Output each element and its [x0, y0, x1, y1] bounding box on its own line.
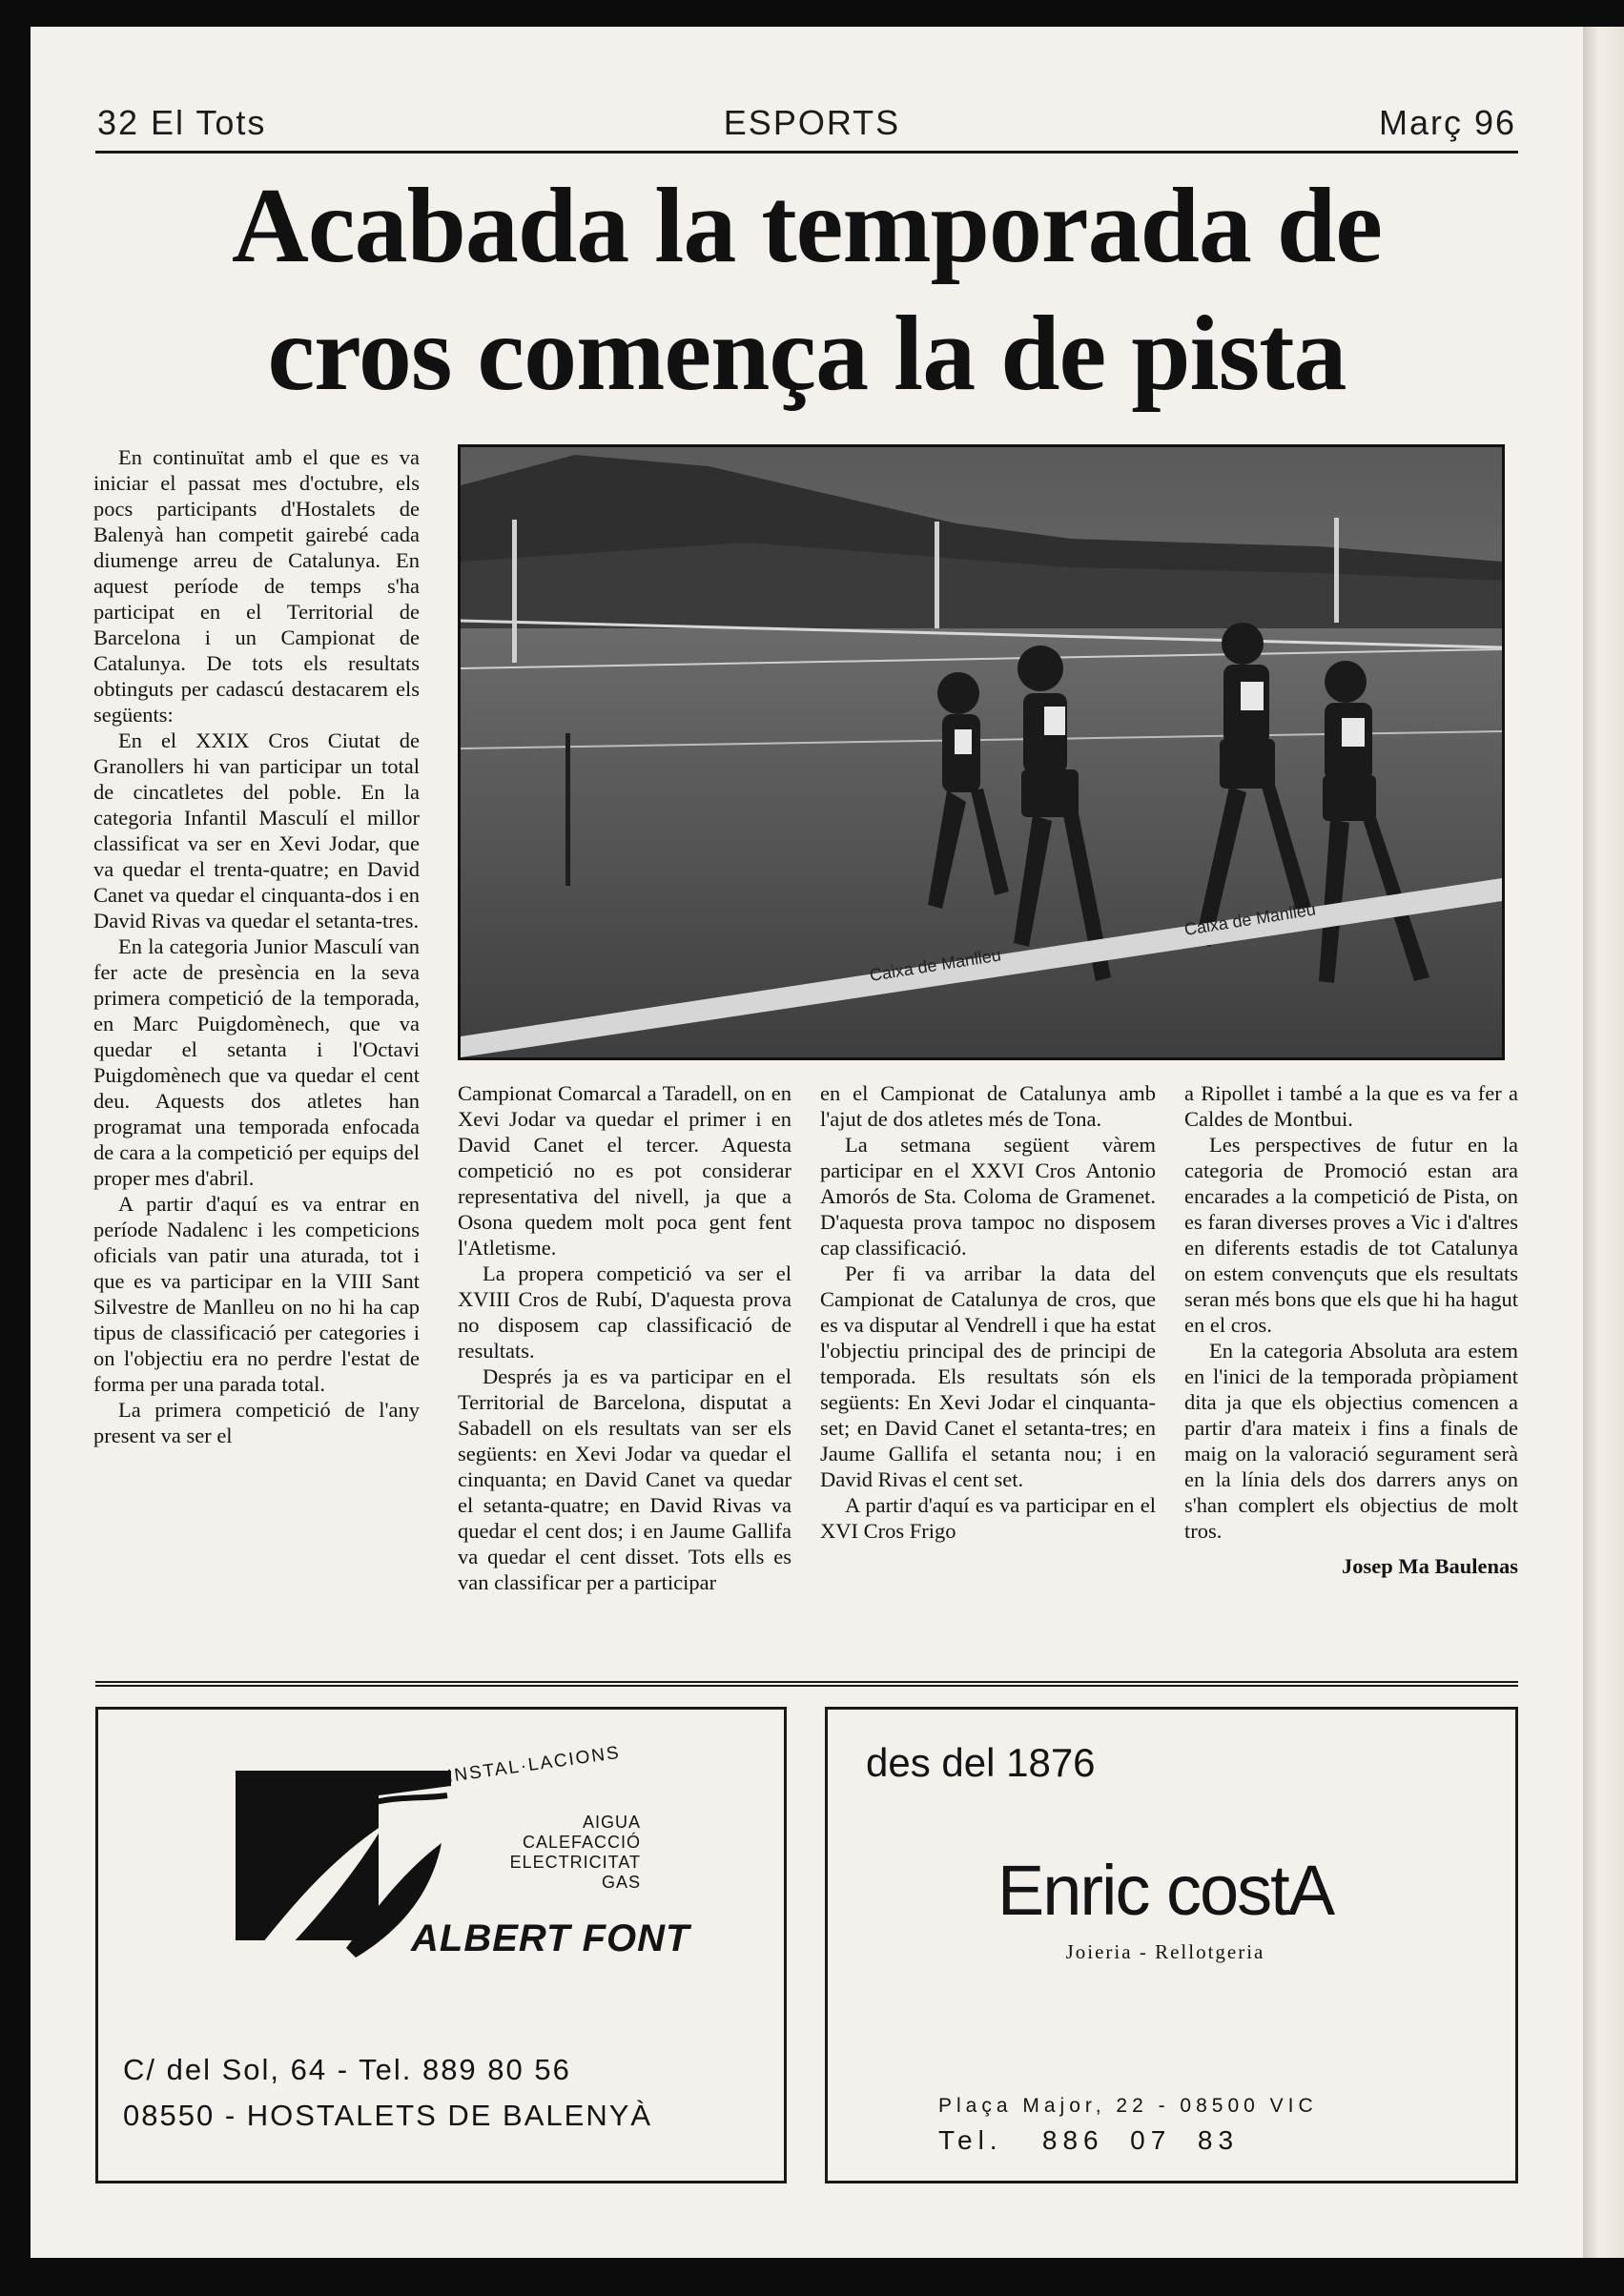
banner-text: Caixa de Manlleu [1182, 899, 1317, 939]
brand-name: ALBERT FONT [411, 1917, 690, 1959]
jeweller-address: Plaça Major, 22 - 08500 VIC [938, 2095, 1318, 2117]
article-column-2 [458, 1080, 791, 1595]
paragraph: A partir d'aquí es va entrar en període Nadalenc i les competicions oficials van patir una aturada, tot i que es va participar en la VIII Sant Silvestre de Manlleu on no hi ha cap tipus de classificació per categories i on l'objectiu era no perdre l'estat de forma per una parada total. [93, 1192, 420, 1396]
paragraph: Les perspectives de futur en la categoria de Promoció estan ara encarades a la competició de Pista, on es faran diverses proves a Vic i d'altres en diferents estadis de tot Catalunya on estem convençuts que els resultats seran més bons que els que hi ha hagut en el cros. [1184, 1133, 1518, 1337]
cross-country-photo-illustration [461, 447, 1502, 1057]
paragraph: en el Campionat de Catalunya amb l'ajut de dos atletes més de Tona. [820, 1081, 1156, 1131]
article-column-3 [820, 1080, 1156, 1544]
paragraph: a Ripollet i també a la que es va fer a Caldes de Montbui. [1184, 1081, 1518, 1131]
albert-font-advertisement [95, 1707, 787, 2183]
paragraph: La propera competició va ser el XVIII Cros de Rubí, D'aquesta prova no disposem cap classificació de resultats. [458, 1261, 791, 1363]
service-item: ELECTRICITAT [509, 1853, 641, 1872]
service-item: GAS [601, 1873, 641, 1892]
jeweller-phone: Tel. 886 07 83 [938, 2125, 1240, 2155]
advertisement-separator [95, 1681, 1518, 1687]
service-item: AIGUA [582, 1813, 641, 1832]
since-year: des del 1876 [866, 1740, 1096, 1785]
page-number-header: 32 El Tots [97, 103, 267, 142]
paragraph: En la categoria Junior Masculí van fer acte de presència en la seva primera competició de la temporada, en Marc Puigdomènech, que va quedar el setanta i l'Octavi Puigdomènech que va quedar el cent deu. Aquests dos atletes han programat una temporada enfocada de cara a la competició per equips del proper mes d'abril. [93, 934, 420, 1190]
article-column-1 [93, 444, 420, 1448]
jeweller-subtitle: Joieria - Rellotgeria [1065, 1940, 1265, 1963]
paragraph: A partir d'aquí es va participar en el XVI Cros Frigo [820, 1493, 1156, 1543]
issue-date-header: Març 96 [1378, 103, 1516, 142]
services-list [510, 1813, 641, 1893]
paragraph: En continuïtat amb el que es va iniciar el passat mes d'octubre, els pocs participants d'Hostalets de Balenyà han competit gairebé cada diumenge arreu de Catalunya. En aquest període de temps s'ha participat en el Territorial de Barcelona i un Campionat de Catalunya. De tots els resultats obtinguts per cadascú destacarem els següents: [93, 445, 420, 727]
article-column-4 [1184, 1080, 1518, 1579]
headline-line-1: Acabada la temporada de [232, 167, 1382, 285]
page-spine [1583, 27, 1624, 2258]
paragraph: Després ja es va participar en el Territorial de Barcelona, disputat a Sabadell on els resultats van ser els següents: en Xevi Jodar va quedar el cinquanta; en David Canet va quedar el setanta-quatre; en David Rivas va quedar el cent dos; i en Jaume Gallifa va quedar el cent disset. Tots ells es van classificar per a participar [458, 1364, 791, 1594]
ad-city: 08550 - HOSTALETS DE BALENYÀ [123, 2099, 653, 2132]
service-item: CALEFACCIÓ [522, 1833, 641, 1852]
runners-photo [458, 444, 1505, 1060]
header-rule [95, 151, 1518, 154]
jeweller-name: Enric costA [997, 1851, 1334, 1930]
paragraph: Campionat Comarcal a Taradell, on en Xevi Jodar va quedar el primer i en David Canet el tercer. Aquesta competició no es pot considerar representativa del nivell, ja que a Osona quedem molt poca gent fent l'Atletisme. [458, 1081, 791, 1260]
article-headline [95, 162, 1518, 418]
paragraph: En la categoria Absoluta ara estem en l'inici de la temporada pròpiament dita ja que els objectius comencen a partir d'ara mateix i fins a finals de maig on la valoració segurament serà en la línia dels dos darrers anys on s'han complert els objectius de molt tros. [1184, 1339, 1518, 1543]
author-signature: Josep Ma Baulenas [1341, 1554, 1518, 1578]
enric-costa-advertisement [825, 1707, 1518, 2183]
banner-text: Caixa de Manlleu [868, 945, 1002, 985]
ad-address: C/ del Sol, 64 - Tel. 889 80 56 [123, 2053, 571, 2086]
paragraph: La setmana següent vàrem participar en el XXVI Cros Antonio Amorós de Sta. Coloma de Gramenet. D'aquesta prova tampoc no disposem cap classificació. [820, 1133, 1156, 1260]
installations-text: INSTAL·LACIONS [445, 1742, 622, 1788]
section-header: ESPORTS [723, 103, 901, 142]
headline-line-2: cros comença la de pista [267, 295, 1346, 413]
paragraph: En el XXIX Cros Ciutat de Granollers hi van participar un total de cincatletes del poble. En la categoria Infantil Masculí el millor classificat va ser en Xevi Jodar, que va quedar el trenta-quatre; en David Canet va quedar el cinquanta-dos i en David Rivas va quedar el setanta-tres. [93, 728, 420, 933]
paragraph: La primera competició de l'any present va ser el [93, 1398, 420, 1447]
paragraph: Per fi va arribar la data del Campionat de Catalunya de cros, que es va disputar al Vendrell i que ha estat l'objectiu principal des de principi de temporada. Els resultats són els següents: En Xevi Jodar el cinquanta-set; en David Canet el setanta-tres; en Jaume Gallifa el setanta nou; i en David Rivas el cent set. [820, 1261, 1156, 1491]
